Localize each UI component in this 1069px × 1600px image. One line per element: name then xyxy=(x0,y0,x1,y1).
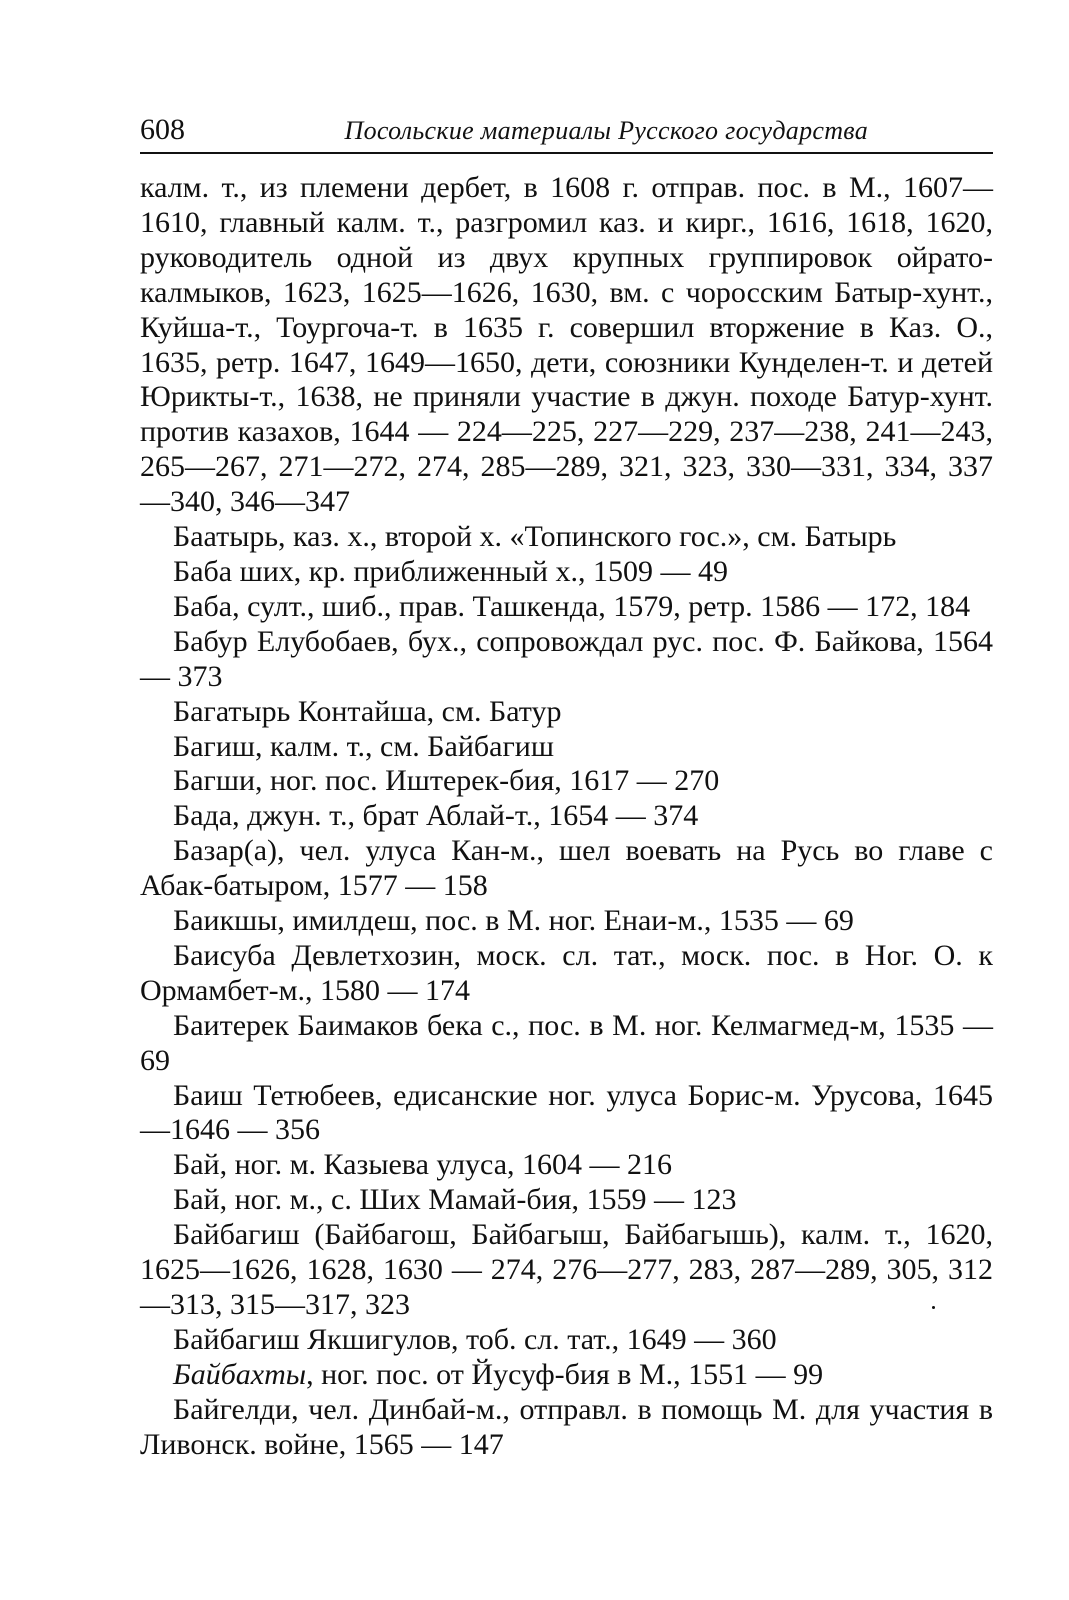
running-title: Посольские материалы Русского государства xyxy=(344,116,868,145)
index-entry: Байбагиш (Байбагош, Байбагыш, Байбагышь), калм. т., 1620, 1625—1626, 1628, 1630 — 274, 276—277, 283, 287—289, 305, 312—313, 315—317, 323 xyxy=(140,1218,993,1321)
index-entry: Баба ших, кр. приближенный х., 1509 — 49 xyxy=(173,554,728,588)
page-number: 608 xyxy=(140,113,185,146)
index-entry: Бабур Елубобаев, бух., сопровождал рус. пос. Ф. Байкова, 1564 — 373 xyxy=(140,624,993,693)
index-entry: Бада, джун. т., брат Аблай-т., 1654 — 374 xyxy=(173,799,699,833)
index-entry xyxy=(140,1358,993,1393)
index-entry: Баитерек Баимаков бека с., пос. в М. ног. Келмагмед-м, 1535 — 69 xyxy=(140,1008,993,1077)
index-entry: Бай, ног. м. Казыева улуса, 1604 — 216 xyxy=(173,1148,673,1182)
running-header xyxy=(140,112,993,154)
index-entry: Баикшы, имилдеш, пос. в М. ног. Енаи-м., 1535 — 69 xyxy=(173,904,854,938)
index-entry: Бай, ног. м., с. Ших Мамай-бия, 1559 — 123 xyxy=(173,1183,737,1217)
index-entry: Багатырь Контайша, см. Батур xyxy=(173,694,562,728)
index-entry: Байгелди, чел. Динбай-м., отправл. в помощь М. для участия в Ливонск. войне, 1565 — 147 xyxy=(140,1392,993,1461)
index-entry-italic-name: Байбахты xyxy=(173,1357,307,1391)
index-entry: Баба, султ., шиб., прав. Ташкенда, 1579, ретр. 1586 — 172, 184 xyxy=(173,589,971,623)
index-entry: Багиш, калм. т., см. Байбагиш xyxy=(173,729,554,763)
index-entry: Баиш Тетюбеев, едисанские ног. улуса Борис-м. Урусова, 1645—1646 — 356 xyxy=(140,1078,993,1147)
index-entry: Баатырь, каз. х., второй х. «Топинского гос.», см. Батырь xyxy=(173,520,897,554)
print-speck xyxy=(932,1306,935,1309)
index-entry: Базар(а), чел. улуса Кан-м., шел воевать на Русь во главе с Абак-батыром, 1577 — 158 xyxy=(140,834,993,903)
index-entry-text: , ног. пос. от Йусуф-бия в М., 1551 — 99 xyxy=(306,1357,824,1391)
index-entry: Баисуба Девлетхозин, моск. сл. тат., моск. пос. в Ног. О. к Ормамбет-м., 1580 — 174 xyxy=(140,938,993,1007)
index-entry: Байбагиш Якшигулов, тоб. сл. тат., 1649 — 360 xyxy=(173,1322,777,1356)
index-entry: калм. т., из племени дербет, в 1608 г. отправ. пос. в М., 1607—1610, главный калм. т., разгромил каз. и кирг., 1616, 1618, 1620, руководитель одной из двух крупных группировок ойрато-калмыков, 1623, 1625—1626, 1630, вм. с чоросским Батыр-хунт., Куйша-т., Тоургоча-т. в 1635 г. совершил вторжение в Каз. О., 1635, ретр. 1647, 1649—1650, дети, союзники Кунделен-т. и детей Юрикты-т., 1638, не приняли участие в джун. походе Батур-хунт. против казахов, 1644 — 224—225, 227—229, 237—238, 241—243, 265—267, 271—272, 274, 285—289, 321, 323, 330—331, 334, 337—340, 346—347 xyxy=(140,171,993,519)
index-entry: Багши, ног. пос. Иштерек-бия, 1617 — 270 xyxy=(173,764,720,798)
index-column xyxy=(140,171,993,1463)
